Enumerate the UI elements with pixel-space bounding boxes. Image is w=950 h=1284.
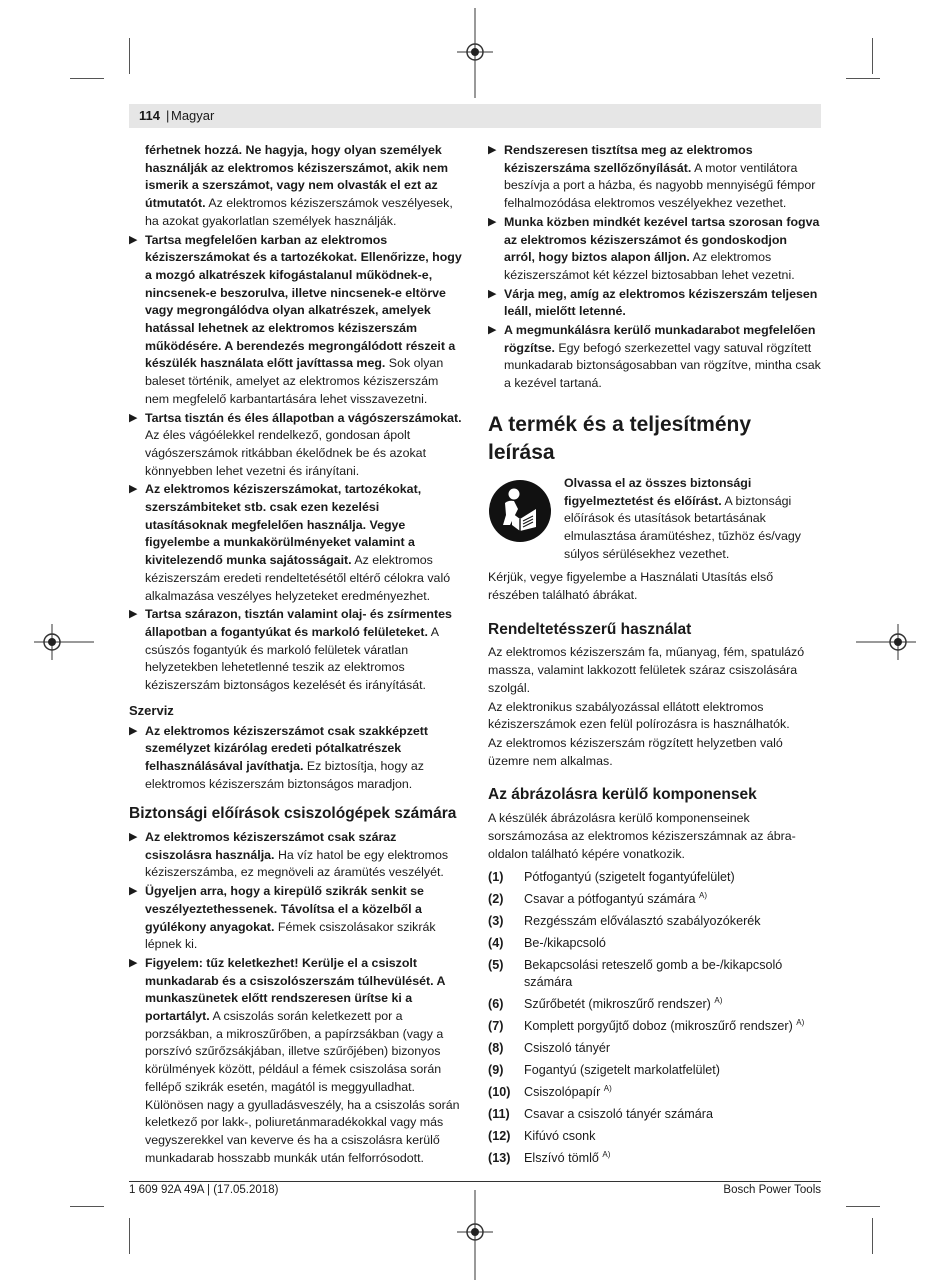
- crop-mark: [70, 78, 104, 79]
- page-header-bar: [129, 104, 821, 128]
- component-item: [488, 913, 821, 931]
- registration-mark-icon: [34, 622, 94, 662]
- component-item: [488, 1062, 821, 1080]
- list-item: ▶ Az elektromos kéziszerszámot csak száraz csiszolásra használja. Ha víz hatol be egy elektromos kéziszerszámba, ez megnöveli az áramütés veszélyét.: [129, 830, 449, 880]
- triangle-bullet-icon: ▶: [129, 956, 138, 969]
- components-heading: Az ábrázolásra kerülő komponensek: [488, 786, 757, 804]
- component-footnote-mark: A): [602, 1149, 611, 1159]
- component-item: [488, 957, 821, 992]
- intended-use-paragraph: Az elektromos kéziszerszám fa, műanyag, fém, spatulázó massza, valamint lakkozott felületek száraz csiszolására szolgál.: [488, 645, 805, 695]
- component-number: (8): [488, 1041, 504, 1056]
- left-column: [129, 142, 462, 1168]
- triangle-bullet-icon: ▶: [129, 233, 138, 246]
- component-label: Fogantyú (szigetelt markolatfelület): [524, 1063, 720, 1078]
- list-item: ▶ Az elektromos kéziszerszámokat, tartozékokat, szerszámbiteket stb. csak ezen kezelési utasításoknak megfelelően használja. Vegye figyelembe a munkakörülményeket valamint a kivitelezendő munka sajátosságait. Az elektromos kéziszerszám eredeti rendeltetésétől eltérő célokra való alkalmazása veszélyes helyzeteket eredményezhet.: [129, 482, 451, 603]
- component-label: Kifúvó csonk: [524, 1128, 596, 1143]
- component-number: (10): [488, 1084, 511, 1099]
- fold-note: Kérjük, vegye figyelembe a Használati Utasítás első részében található ábrákat.: [488, 570, 774, 603]
- component-label: Csavar a pótfogantyú számára: [524, 892, 696, 907]
- component-label: Be-/kikapcsoló: [524, 935, 606, 950]
- crop-mark: [872, 38, 873, 74]
- list-item: ▶ Az elektromos kéziszerszámot csak szakképzett személyzet kizárólag eredeti pótalkatrészek felhasználásával javíthatja. Ez biztosítja, hogy az elektromos kéziszerszám biztonságos maradjon.: [129, 723, 429, 791]
- component-item: [488, 1040, 821, 1058]
- components-intro: A készülék ábrázolásra kerülő komponenseinek sorszámozása az elektromos kéziszerszámnak az ábra-oldalon található képére vonatkozik.: [488, 811, 796, 861]
- component-number: (5): [488, 957, 504, 972]
- safety-heading: Biztonsági előírások csiszológépek számára: [129, 805, 457, 823]
- registration-mark-icon: [455, 8, 495, 98]
- component-label: Pótfogantyú (szigetelt fogantyúfelület): [524, 870, 735, 885]
- component-number: (4): [488, 935, 504, 950]
- crop-mark: [846, 78, 880, 79]
- component-number: (11): [488, 1106, 510, 1121]
- triangle-bullet-icon: ▶: [488, 287, 497, 300]
- list-item: ▶ Munka közben mindkét kezével tartsa szorosan fogva az elektromos kéziszerszámot és gondoskodjon arról, hogy biztos alapon álljon. Az elektromos kéziszerszámot két kézzel biztosabban lehet vezetni.: [488, 214, 820, 282]
- list-item: ▶ Tartsa tisztán és éles állapotban a vágószerszámokat. Az éles vágóélekkel rendelkező, gondosan ápolt vágószerszámok ritkábban ékelődnek be és azokat könnyebben lehet vezetni és irányítani.: [129, 410, 462, 478]
- crop-mark: [872, 1218, 873, 1254]
- read-warning: Olvassa el az összes biztonsági figyelmeztetést és előírást. A biztonsági előírások és utasítások betartásának elmulasztása áramütéshez, tűzhöz és/vagy súlyos sérülésekhez vezethet.: [488, 475, 821, 564]
- crop-mark: [129, 1218, 130, 1254]
- crop-mark: [70, 1206, 104, 1207]
- component-footnote-mark: A): [796, 1018, 805, 1028]
- component-item: [488, 1018, 821, 1036]
- triangle-bullet-icon: ▶: [129, 831, 138, 844]
- component-number: (6): [488, 997, 504, 1012]
- component-item: [488, 1150, 821, 1168]
- triangle-bullet-icon: ▶: [129, 724, 138, 737]
- component-item: [488, 996, 821, 1014]
- list-item: ▶ A megmunkálásra kerülő munkadarabot megfelelően rögzítse. Egy befogó szerkezettel vagy satuval rögzített munkadarab biztonságosabban van rögzítve, mintha csak a kezével tartaná.: [488, 323, 821, 391]
- list-item: ▶ Rendszeresen tisztítsa meg az elektromos kéziszerszáma szellőzőnyílását. A motor ventilátora beszívja a port a házba, és nagyobb mennyiségű fémpor felhalmozódása elektromos veszélyekhez vezethet.: [488, 143, 816, 211]
- footer-brand: Bosch Power Tools: [723, 1184, 821, 1196]
- crop-mark: [129, 38, 130, 74]
- read-manual-icon: [488, 479, 552, 543]
- triangle-bullet-icon: ▶: [129, 483, 138, 496]
- list-item: ▶ Ügyeljen arra, hogy a kirepülő szikrák senkit se veszélyeztethessenek. Távolítsa el a közelből a gyúlékony anyagokat. Fémek csiszolásakor szikrák lépnek ki.: [129, 884, 436, 952]
- list-item: ▶ Tartsa szárazon, tisztán valamint olaj- és zsírmentes állapotban a fogantyúkat és markoló felületeket. A csúszós fogantyúk és markoló felületek váratlan helyzetekben lehetetlenné teszik az elektromos kéziszerszám biztonságos kezelését és irányítását.: [129, 607, 452, 693]
- component-label: Bekapcsolási reteszelő gomb a be-/kikapcsoló számára: [524, 957, 783, 990]
- triangle-bullet-icon: ▶: [129, 411, 138, 424]
- registration-mark-icon: [455, 1190, 495, 1280]
- component-number: (1): [488, 870, 504, 885]
- component-number: (9): [488, 1063, 504, 1078]
- intended-use-paragraph: Az elektronikus szabályozással ellátott elektromos kéziszerszámok ezen felül polírozásra is használhatók.: [488, 699, 790, 732]
- triangle-bullet-icon: ▶: [488, 324, 497, 337]
- intended-use-paragraph: Az elektromos kéziszerszám rögzített helyzetben való üzemre nem alkalmas.: [488, 735, 783, 768]
- component-footnote-mark: A): [603, 1083, 612, 1093]
- components-list: [488, 869, 821, 1167]
- footer-doc-id: 1 609 92A 49A | (17.05.2018): [129, 1184, 279, 1196]
- component-label: Csavar a csiszoló tányér számára: [524, 1106, 713, 1121]
- triangle-bullet-icon: ▶: [129, 608, 138, 621]
- component-footnote-mark: A): [699, 890, 708, 900]
- product-heading: A termék és a teljesítmény leírása: [488, 412, 752, 464]
- component-label: Szűrőbetét (mikroszűrő rendszer): [524, 997, 711, 1012]
- component-label: Elszívó tömlő: [524, 1150, 599, 1165]
- component-label: Komplett porgyűjtő doboz (mikroszűrő rendszer): [524, 1019, 793, 1034]
- header-separator: |: [166, 108, 170, 123]
- header-language: Magyar: [171, 108, 215, 123]
- crop-mark: [846, 1206, 880, 1207]
- component-number: (2): [488, 892, 504, 907]
- page-number: 114: [139, 108, 160, 123]
- right-column: [488, 142, 821, 1171]
- list-item: ▶ Figyelem: tűz keletkezhet! Kerülje el a csiszolt munkadarab és a csiszolószerszám túlhevülését. A munkaszünetek előtt rendszeresen ürítse ki a portartályt. A csiszolás során keletkezett por a porzsákban, a mikroszűrőben, a papírzsákban (vagy a porszívó szűrőzsákjában, illetve szűrőjében) bizonyos körülmények között, például a fémek csiszolása során fellépő szikrák esetén, magától is meggyulladhat. Különösen nagy a gyulladásveszély, ha a csiszolás során keletkező por lakk-, poliuretánmaradékokkal vagy más vegyszerekkel van keverve és ha a csiszolásra kerülő munkadarab hosszabb munkák után felforrósodott.: [129, 955, 460, 1165]
- component-number: (7): [488, 1019, 504, 1034]
- list-item: ▶ Várja meg, amíg az elektromos kéziszerszám teljesen leáll, mielőtt letenné.: [488, 286, 818, 319]
- component-item: [488, 1128, 821, 1146]
- component-label: Rezgésszám előválasztó szabályozókerék: [524, 913, 761, 928]
- component-item: [488, 1084, 821, 1102]
- intro-continuation: férhetnek hozzá. Ne hagyja, hogy olyan személyek használják az elektromos kéziszerszámot, akik nem ismerik a szerszámot, vagy nem olvasták el ezt az útmutatót. Az elektromos kéziszerszámok veszélyesek, ha azokat gyakorlatlan személyek használják.: [145, 143, 453, 228]
- component-number: (13): [488, 1150, 511, 1165]
- component-item: [488, 869, 821, 887]
- component-label: Csiszolópapír: [524, 1084, 601, 1099]
- component-label: Csiszoló tányér: [524, 1041, 611, 1056]
- component-item: [488, 891, 821, 909]
- component-number: (12): [488, 1128, 511, 1143]
- component-footnote-mark: A): [714, 996, 723, 1006]
- triangle-bullet-icon: ▶: [129, 885, 138, 898]
- component-number: (3): [488, 913, 504, 928]
- registration-mark-icon: [856, 622, 916, 662]
- footer-divider: [129, 1181, 821, 1182]
- list-item: ▶ Tartsa megfelelően karban az elektromos kéziszerszámokat és a tartozékokat. Ellenőrizze, hogy a mozgó alkatrészek kifogástalanul működnek-e, nincsenek-e beszorulva, illetve nincsenek-e eltörve vagy megrongálódva olyan alkatrészek, amelyek hatással lehetnek az elektromos kéziszerszám működésére. A berendezés megrongálódott részeit a készülék használata előtt javíttassa meg. Sok olyan baleset történik, amelyet az elektromos kéziszerszám nem megfelelő karbantartására lehet visszavezetni.: [129, 232, 462, 406]
- intended-use-heading: Rendeltetésszerű használat: [488, 620, 692, 638]
- component-item: [488, 935, 821, 953]
- service-heading: Szerviz: [129, 702, 174, 718]
- component-item: [488, 1106, 821, 1124]
- triangle-bullet-icon: ▶: [488, 144, 497, 156]
- triangle-bullet-icon: ▶: [488, 215, 497, 228]
